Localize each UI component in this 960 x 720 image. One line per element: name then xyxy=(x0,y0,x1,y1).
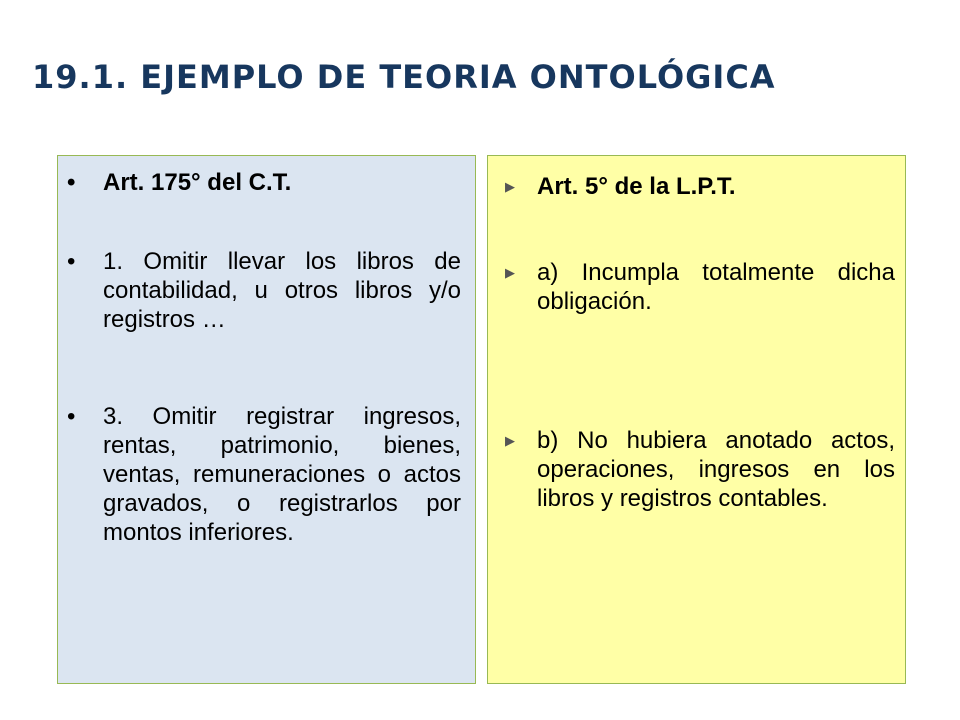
slide-title: 19.1. EJEMPLO DE TEORIA ONTOLÓGICA xyxy=(32,58,776,96)
left-item-text: 1. Omitir llevar los libros de contabilidad, u otros libros y/o registros … xyxy=(103,248,461,333)
right-item-article xyxy=(505,172,895,201)
right-item-text: b) No hubiera anotado actos, operaciones, ingresos en los libros y registros contables. xyxy=(537,427,895,512)
bullet-icon: • xyxy=(67,403,76,430)
bullet-icon: • xyxy=(67,169,76,196)
arrow-bullet-icon: ▶ xyxy=(505,179,515,194)
right-item-a xyxy=(505,258,895,316)
arrow-bullet-icon: ▶ xyxy=(505,433,515,448)
right-item-text: Art. 5° de la L.P.T. xyxy=(537,173,736,200)
left-item-article xyxy=(67,168,461,197)
left-panel xyxy=(57,155,476,684)
left-item-1 xyxy=(67,247,461,334)
left-item-text: Art. 175° del C.T. xyxy=(103,169,292,196)
left-item-text: 3. Omitir registrar ingresos, rentas, patrimonio, bienes, ventas, remuneraciones o actos gravados, o registrarlos por montos inferiores. xyxy=(103,403,461,546)
right-item-text: a) Incumpla totalmente dicha obligación. xyxy=(537,259,895,315)
right-panel xyxy=(487,155,906,684)
left-item-3 xyxy=(67,402,461,547)
bullet-icon: • xyxy=(67,248,76,275)
right-item-b xyxy=(505,426,895,513)
arrow-bullet-icon: ▶ xyxy=(505,265,515,280)
